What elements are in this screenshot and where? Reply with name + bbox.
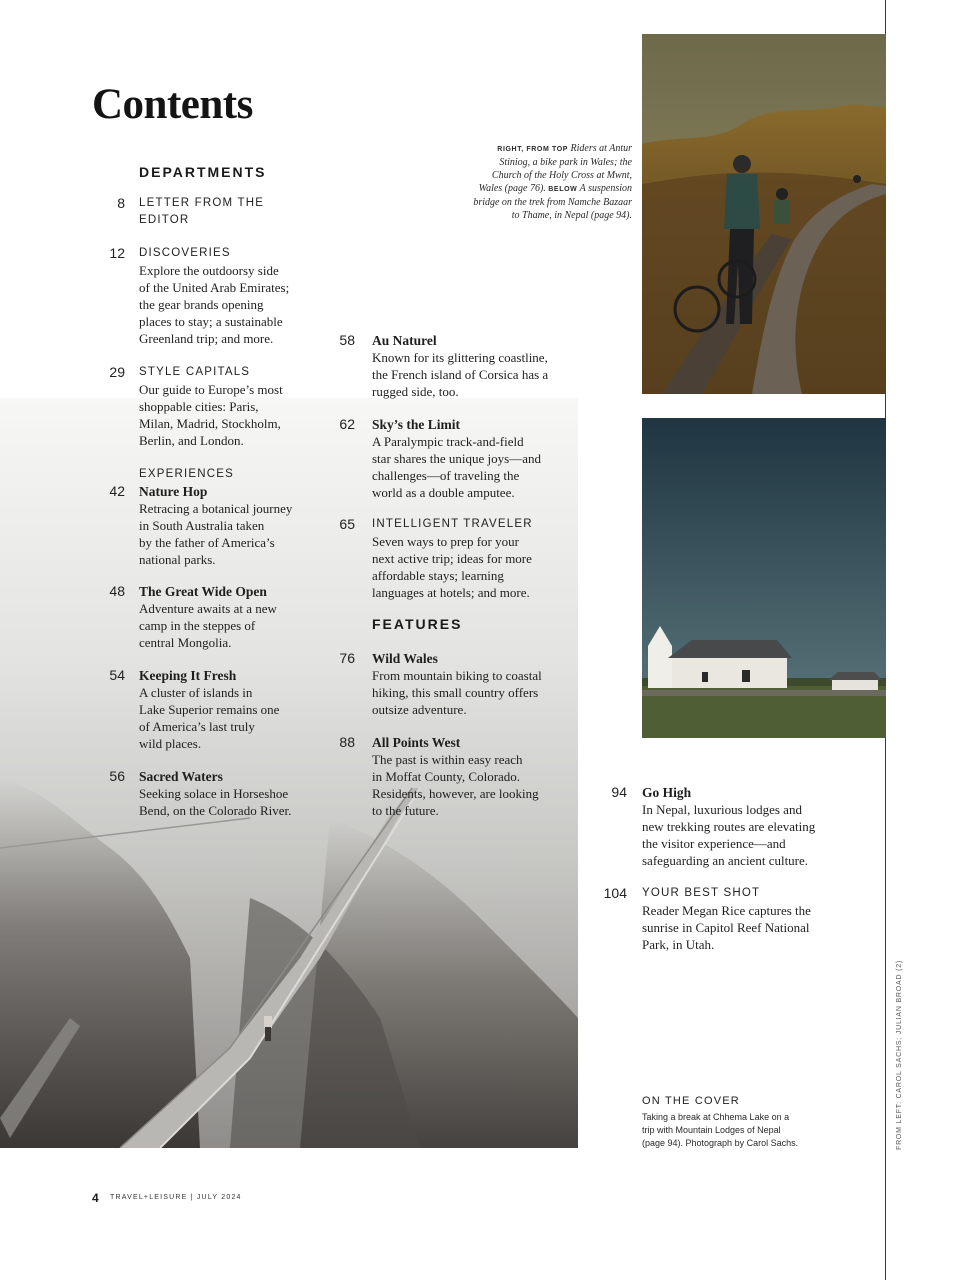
photo-caption <box>470 142 632 222</box>
page-number: 88 <box>339 734 355 750</box>
on-the-cover-heading: ON THE COVER <box>642 1095 740 1107</box>
page-number: 42 <box>109 483 125 499</box>
page-number: 65 <box>339 516 355 532</box>
page-title: Contents <box>92 81 253 128</box>
entry-description: Our guide to Europe’s most shoppable cities: Paris, Milan, Madrid, Stockholm, Berlin, and London. <box>139 382 283 448</box>
page-number-folio: 4 <box>92 1191 99 1205</box>
caption-lead-below: BELOW <box>548 186 578 193</box>
page-number: 8 <box>117 195 125 211</box>
magazine-footer: TRAVEL+LEISURE | JULY 2024 <box>110 1194 242 1201</box>
entry-headline: Keeping It Fresh <box>139 668 237 683</box>
entry-kicker: YOUR BEST SHOT <box>642 887 761 899</box>
entry-description: Known for its glittering coastline, the French island of Corsica has a rugged side, too. <box>372 350 549 399</box>
departments-heading: DEPARTMENTS <box>139 164 267 180</box>
entry-description: A cluster of islands in Lake Superior remains one of America’s last truly wild places. <box>139 685 280 751</box>
entry-kicker: INTELLIGENT TRAVELER <box>372 518 533 530</box>
caption-text-below: A suspension bridge on the trek from Namche Bazaar to Thame, in Nepal (page 94). <box>473 183 632 221</box>
page-number: 12 <box>109 245 125 261</box>
features-heading: FEATURES <box>372 616 463 632</box>
entry-kicker: LETTER FROM THE EDITOR <box>139 197 265 226</box>
church-photo <box>642 418 886 738</box>
entry-kicker: EXPERIENCES <box>139 468 235 480</box>
entry-description: The past is within easy reach in Moffat County, Colorado. Residents, however, are looking to the future. <box>372 752 539 818</box>
entry-description: Reader Megan Rice captures the sunrise in Capitol Reef National Park, in Utah. <box>642 903 811 952</box>
entry-headline: Go High <box>642 785 692 800</box>
photo-credit: FROM LEFT: CAROL SACHS; JULIAN BROAD (2) <box>896 959 903 1150</box>
page-number: 104 <box>603 885 627 901</box>
page-number: 54 <box>109 667 125 683</box>
entry-description: From mountain biking to coastal hiking, this small country offers outsize adventure. <box>372 668 542 717</box>
entry-description: Seven ways to prep for your next active trip; ideas for more affordable stays; learning languages at hotels; and more. <box>372 534 532 600</box>
entry-headline: Wild Wales <box>372 651 438 666</box>
entry-description: In Nepal, luxurious lodges and new trekking routes are elevating the visitor experience—and safeguarding an ancient culture. <box>642 802 816 868</box>
page-number: 62 <box>339 416 355 432</box>
entry-headline: All Points West <box>372 735 461 750</box>
caption-lead-right: RIGHT, FROM TOP <box>497 146 569 153</box>
entry-description: A Paralympic track-and-field star shares the unique joys—and challenges—of traveling the world as a double amputee. <box>372 434 541 500</box>
entry-description: Seeking solace in Horseshoe Bend, on the Colorado River. <box>139 786 292 818</box>
page-number: 48 <box>109 583 125 599</box>
entry-headline: The Great Wide Open <box>139 584 267 599</box>
entry-description: Adventure awaits at a new camp in the steppes of central Mongolia. <box>139 601 277 650</box>
on-the-cover-text: Taking a break at Chhema Lake on a trip with Mountain Lodges of Nepal (page 94). Photograph by Carol Sachs. <box>642 1112 799 1148</box>
page-number: 56 <box>109 768 125 784</box>
entry-kicker: DISCOVERIES <box>139 247 231 259</box>
page-number: 58 <box>339 332 355 348</box>
page-number: 94 <box>611 784 627 800</box>
caption-text-right: Riders at Antur Stiniog, a bike park in Wales; the Church of the Holy Cross at Mwnt, Wales (page 76). <box>478 143 632 194</box>
entry-headline: Nature Hop <box>139 484 208 499</box>
page-number: 76 <box>339 650 355 666</box>
mountain-biking-photo <box>642 34 886 394</box>
entry-description: Retracing a botanical journey in South Australia taken by the father of America’s national parks. <box>139 501 293 567</box>
entry-description: Explore the outdoorsy side of the United Arab Emirates; the gear brands opening places to stay; a sustainable Greenland trip; and more. <box>139 263 290 346</box>
entry-kicker: STYLE CAPITALS <box>139 366 251 378</box>
entry-headline: Au Naturel <box>372 333 437 348</box>
page-number: 29 <box>109 364 125 380</box>
entry-headline: Sacred Waters <box>139 769 223 784</box>
entry-headline: Sky’s the Limit <box>372 417 461 432</box>
